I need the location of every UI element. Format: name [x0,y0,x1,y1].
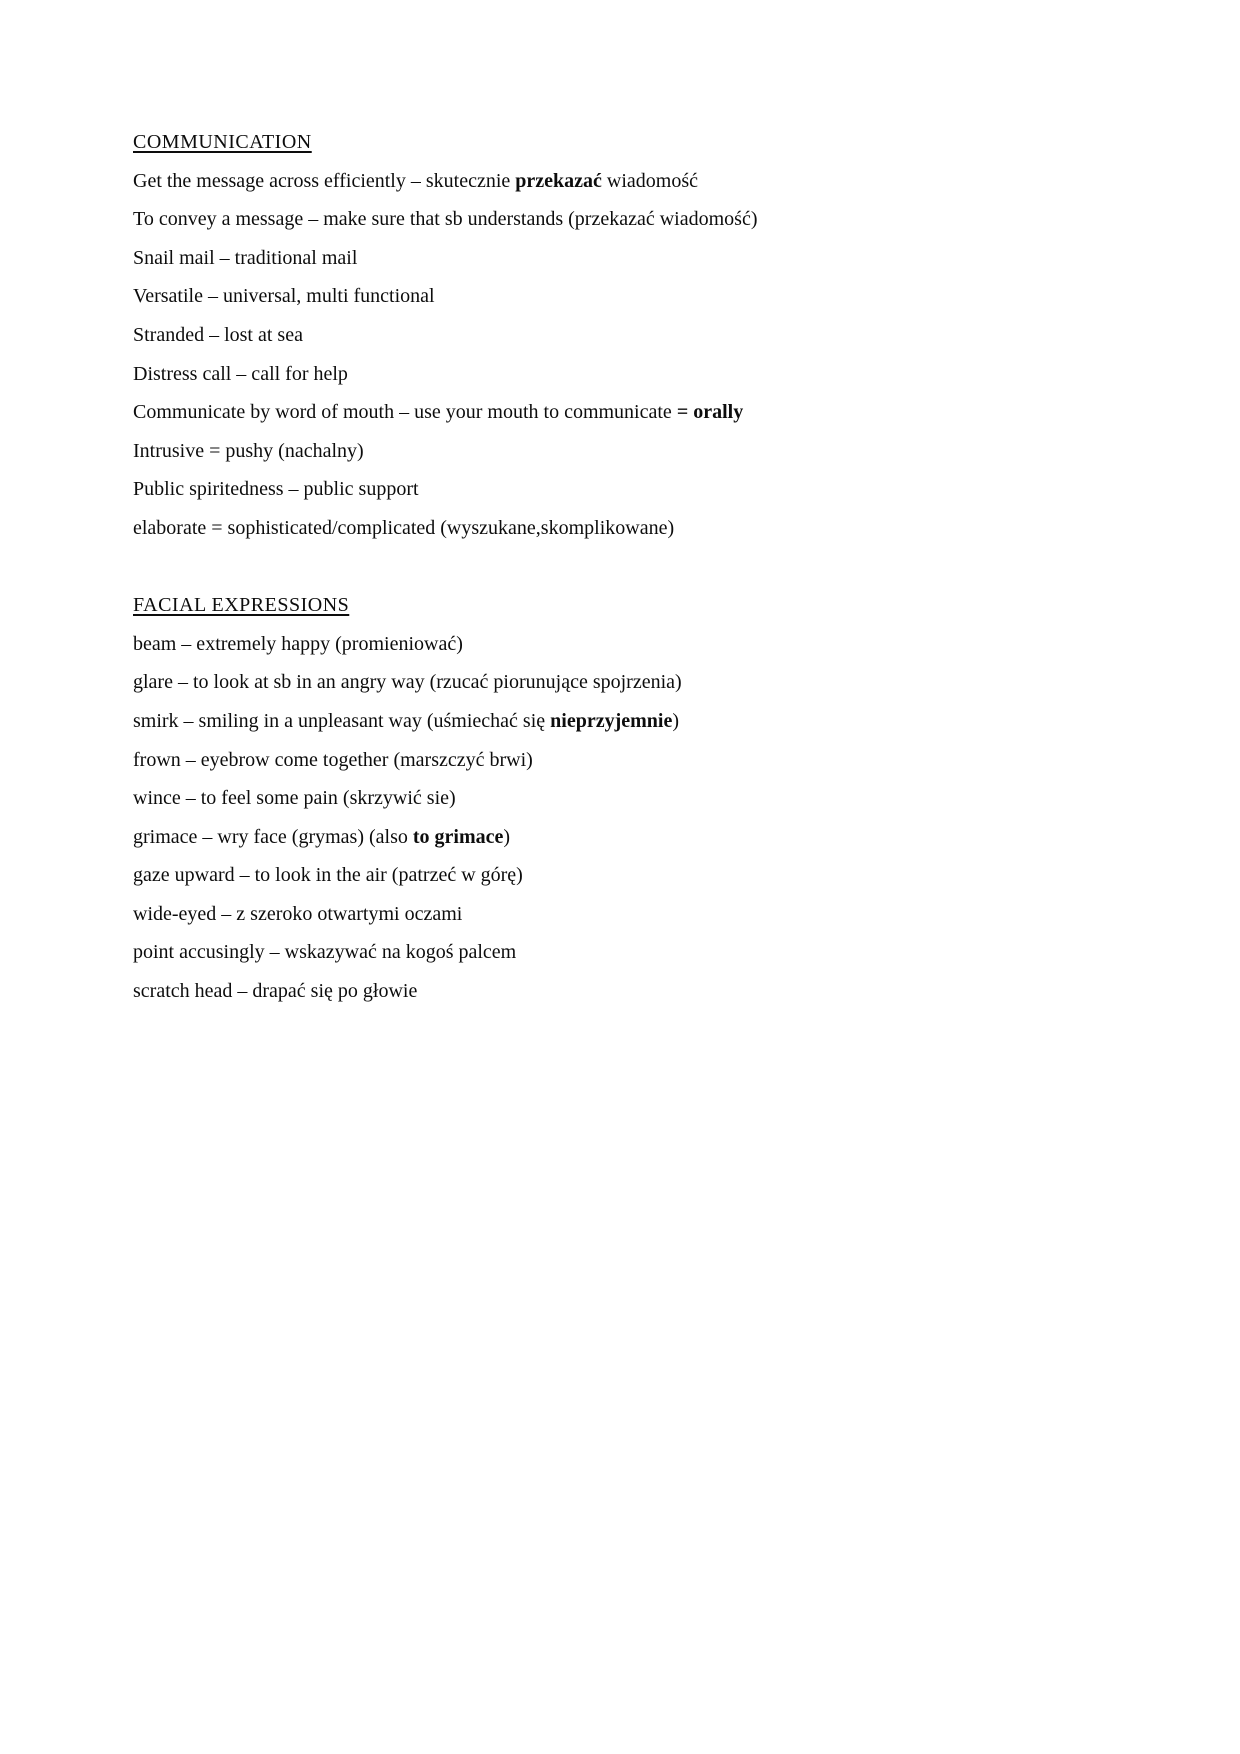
vocab-entry [133,509,1150,548]
vocab-entry-text: Public spiritedness – public support [133,478,419,501]
vocab-entry-text: smirk – smiling in a unpleasant way (uśmiechać się [133,709,551,732]
vocab-entry-bold-text: nieprzyjemnie [550,709,673,732]
vocab-entry-text: Snail mail – traditional mail [133,246,358,269]
vocab-entry [133,895,1150,934]
vocab-entry-text: To convey a message – make sure that sb understands (przekazać wiadomość) [133,208,758,231]
vocab-entry-bold-text: = orally [676,401,744,424]
entry-list-communication [133,162,1150,548]
vocab-entry-text: Communicate by word of mouth – use your mouth to communicate [133,401,677,424]
vocab-entry-text: point accusingly – wskazywać na kogoś palcem [133,941,517,964]
vocab-entry-text: Intrusive = pushy (nachalny) [133,439,364,462]
vocab-entry-text: grimace – wry face (grymas) (also [133,825,413,848]
vocab-entry [133,239,1150,278]
vocab-entry [133,470,1150,509]
vocab-entry [133,972,1150,1011]
vocab-entry-text: wince – to feel some pain (skrzywić sie) [133,787,456,810]
vocab-entry-text: wide-eyed – z szeroko otwartymi oczami [133,902,463,925]
vocab-entry-text: Versatile – universal, multi functional [133,285,435,308]
vocab-entry-text: scratch head – drapać się po głowie [133,980,418,1003]
vocab-entry [133,702,1150,741]
vocab-entry [133,779,1150,818]
vocab-entry-text: Distress call – call for help [133,362,348,385]
section-heading-facial-expressions: FACIAL EXPRESSIONS [133,594,350,617]
section-communication [133,123,1150,548]
vocab-entry-text: Get the message across efficiently – skutecznie [133,169,516,192]
vocab-entry [133,933,1150,972]
vocab-entry-text: frown – eyebrow come together (marszczyć brwi) [133,748,533,771]
vocab-entry [133,277,1150,316]
vocab-entry [133,200,1150,239]
vocab-entry-text: ) [503,825,511,848]
vocab-entry [133,432,1150,471]
vocab-entry [133,625,1150,664]
vocab-entry [133,316,1150,355]
vocab-entry [133,162,1150,201]
vocab-entry-text: glare – to look at sb in an angry way (rzucać piorunujące spojrzenia) [133,671,682,694]
section-heading-communication: COMMUNICATION [133,131,312,153]
vocab-entry [133,741,1150,780]
vocab-entry-text: gaze upward – to look in the air (patrzeć w górę) [133,864,523,887]
vocab-entry [133,818,1150,857]
vocab-entry-text: ) [672,709,679,732]
vocab-entry [133,355,1150,394]
vocab-entry [133,663,1150,702]
vocab-entry-text: elaborate = sophisticated/complicated (wyszukane,skomplikowane) [133,516,675,539]
entry-list-facial-expressions [133,625,1150,1011]
vocab-entry [133,856,1150,895]
vocab-entry-bold-text: to grimace [412,825,504,848]
vocab-entry-bold-text: przekazać [515,169,602,192]
section-facial-expressions [133,586,1150,1011]
vocab-entry-text: beam – extremely happy (promieniować) [133,632,463,655]
vocab-entry [133,393,1150,432]
vocab-entry-text: Stranded – lost at sea [133,323,303,346]
vocab-entry-text: wiadomość [601,169,698,192]
